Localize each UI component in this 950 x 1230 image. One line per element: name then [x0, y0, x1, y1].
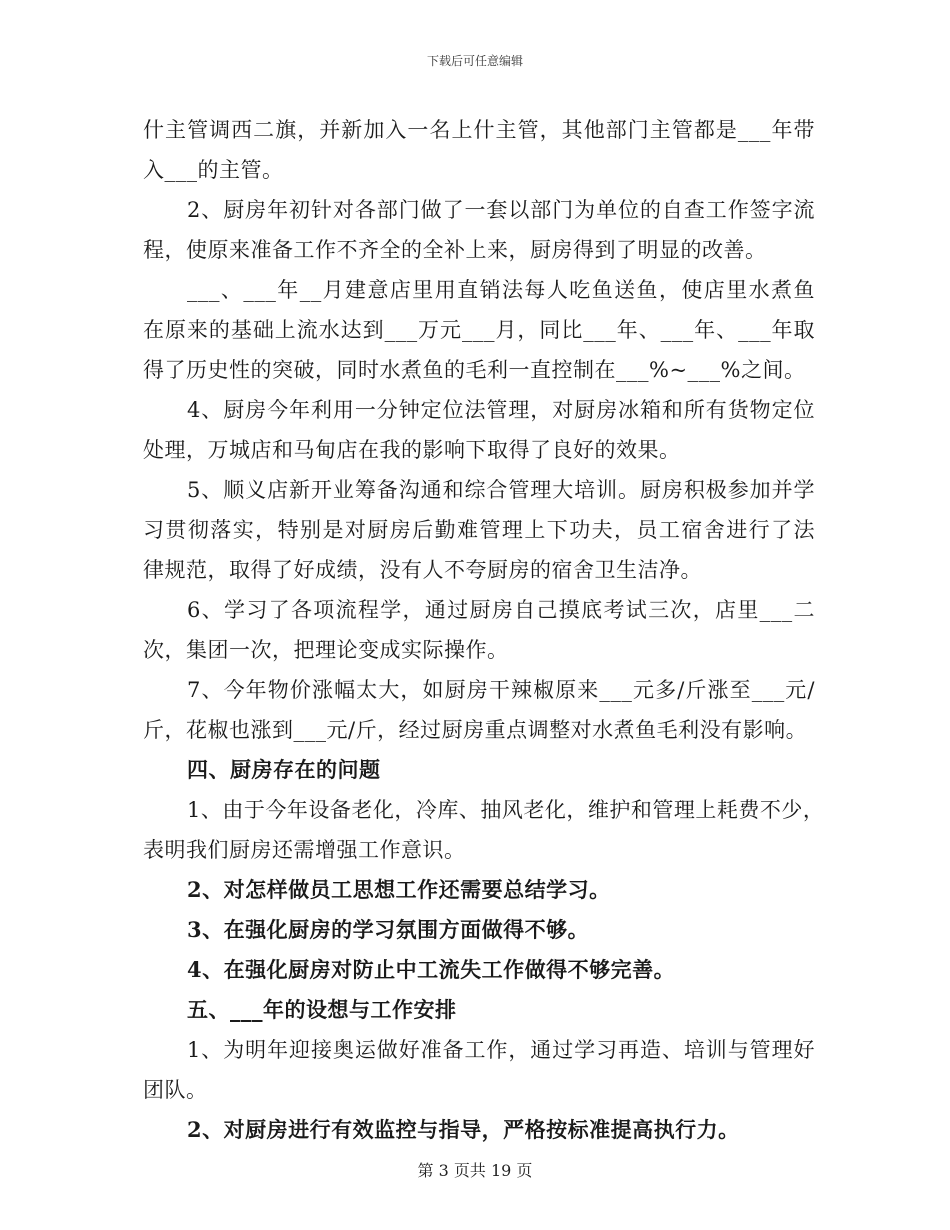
paragraph-line: 律规范，取得了好成绩，没有人不夸厨房的宿舍卫生洁净。 — [143, 558, 702, 582]
page-footer: 第 3 页共 19 页 — [417, 1161, 533, 1180]
section-heading-line: 2、对厨房进行有效监控与指导，严格按标准提高执行力。 — [187, 1117, 740, 1142]
paragraph-line: 团队。 — [143, 1078, 208, 1102]
paragraph-line: 5、顺义店新开业筹备沟通和综合管理大培训。厨房积极参加并学 — [187, 478, 815, 502]
paragraph-line: 处理，万城店和马甸店在我的影响下取得了良好的效果。 — [143, 438, 681, 462]
paragraph-line: 得了历史性的突破，同时水煮鱼的毛利一直控制在___%~___%之间。 — [143, 358, 806, 382]
section-heading-line: 3、在强化厨房的学习氛围方面做得不够。 — [187, 917, 590, 942]
paragraph-line: 1、由于今年设备老化，冷库、抽风老化，维护和管理上耗费不少， — [187, 798, 825, 822]
paragraph-line: 程，使原来准备工作不齐全的全补上来，厨房得到了明显的改善。 — [143, 238, 767, 262]
paragraph-line: 6、学习了各项流程学，通过厨房自己摸底考试三次，店里___二 — [187, 598, 815, 622]
section-heading-line: 2、对怎样做员工思想工作还需要总结学习。 — [187, 877, 611, 902]
paragraph-line: 4、厨房今年利用一分钟定位法管理，对厨房冰箱和所有货物定位 — [187, 398, 815, 422]
page-header: 下载后可任意编辑 — [426, 54, 523, 68]
section-heading-line: 五、___年的设想与工作安排 — [187, 997, 457, 1022]
paragraph-line: 什主管调西二旗，并新加入一名上什主管，其他部门主管都是___年带 — [143, 118, 815, 142]
paragraph-line: 2、厨房年初针对各部门做了一套以部门为单位的自查工作签字流 — [187, 198, 815, 222]
paragraph-line: ___、___年__月建意店里用直销法每人吃鱼送鱼，使店里水煮鱼 — [187, 278, 815, 302]
paragraph-line: 1、为明年迎接奥运做好准备工作，通过学习再造、培训与管理好 — [187, 1038, 815, 1062]
paragraph-line: 次，集团一次，把理论变成实际操作。 — [143, 638, 509, 662]
paragraph-line: 表明我们厨房还需增强工作意识。 — [143, 838, 466, 862]
paragraph-line: 在原来的基础上流水达到___万元___月，同比___年、___年、___年取 — [143, 318, 815, 342]
paragraph-line: 7、今年物价涨幅太大，如厨房干辣椒原来___元多/斤涨至___元/ — [187, 678, 815, 702]
paragraph-line: 入___的主管。 — [143, 158, 284, 182]
document-body — [143, 110, 825, 1150]
paragraph-line: 习贯彻落实，特别是对厨房后勤难管理上下功夫，员工宿舍进行了法 — [143, 518, 815, 542]
section-heading-line: 4、在强化厨房对防止中工流失工作做得不够完善。 — [187, 957, 676, 982]
section-heading-line: 四、厨房存在的问题 — [187, 757, 381, 782]
paragraph-line: 斤，花椒也涨到___元/斤，经过厨房重点调整对水煮鱼毛利没有影响。 — [143, 718, 808, 742]
